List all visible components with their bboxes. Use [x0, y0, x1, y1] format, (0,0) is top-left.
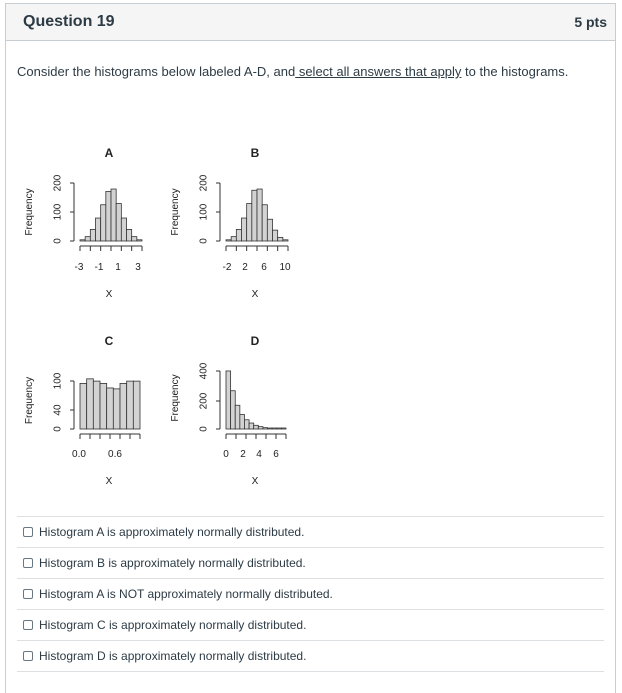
x-axis-label: X — [105, 476, 113, 487]
answer-label[interactable]: Histogram A is approximately normally distributed. — [39, 525, 305, 539]
histogram-figure — [14, 135, 304, 505]
answer-option[interactable] — [17, 609, 604, 640]
answer-option[interactable] — [17, 578, 604, 609]
histogram-bar — [120, 383, 127, 429]
histogram-bar — [231, 391, 236, 429]
x-tick-label: 2 — [240, 449, 246, 460]
y-tick-label: 0 — [198, 238, 210, 244]
x-tick-label: -1 — [94, 262, 104, 273]
histogram-bar — [111, 189, 116, 241]
x-tick-label: -2 — [222, 262, 232, 273]
y-axis-label: Frequency — [170, 374, 181, 422]
histogram-bar — [113, 389, 120, 429]
answer-option[interactable] — [17, 640, 604, 671]
x-tick-label: 6 — [261, 262, 267, 273]
prompt-suffix: to the histograms. — [461, 64, 569, 79]
answer-label[interactable]: Histogram C is approximately normally distributed. — [39, 618, 307, 632]
histogram-bar — [121, 218, 126, 241]
answer-checkbox[interactable] — [23, 651, 33, 661]
histogram-bar — [281, 428, 286, 429]
x-tick-label: 0 — [223, 449, 229, 460]
histogram-bar — [100, 383, 107, 429]
answer-checkbox[interactable] — [23, 527, 33, 537]
answer-label[interactable]: Histogram A is NOT approximately normally distributed. — [39, 587, 333, 601]
histogram-title: B — [250, 146, 260, 160]
x-tick-label: 6 — [273, 449, 279, 460]
x-tick-label: 10 — [279, 262, 291, 273]
question-points: 5 pts — [574, 14, 607, 30]
x-axis-label: X — [105, 289, 113, 300]
histogram-bar — [87, 379, 94, 429]
histogram-bar — [254, 425, 259, 429]
histogram-bar — [257, 189, 262, 241]
histogram-title: C — [104, 334, 114, 348]
histogram-bar — [133, 381, 140, 429]
y-tick-label: 400 — [198, 362, 210, 380]
histogram-bar — [283, 240, 288, 241]
histogram-bar — [236, 229, 241, 241]
histogram-bar — [268, 428, 273, 429]
histogram-bar — [235, 405, 240, 429]
histogram-bar — [278, 237, 283, 241]
question-header — [6, 4, 615, 41]
histogram-bar — [101, 205, 106, 241]
prompt-prefix: Consider the histograms below labeled A-D, and — [17, 64, 296, 79]
x-tick-label: -3 — [74, 262, 84, 273]
answer-checkbox[interactable] — [23, 620, 33, 630]
answer-option[interactable] — [17, 547, 604, 578]
histogram-bar — [132, 237, 137, 241]
histogram-bar — [226, 240, 231, 241]
y-tick-label: 100 — [198, 203, 210, 221]
answer-option[interactable] — [17, 516, 604, 547]
histogram-title: D — [250, 334, 260, 348]
answer-list — [17, 516, 604, 672]
histogram-title: A — [104, 146, 114, 160]
y-tick-label: 0 — [52, 238, 64, 244]
answer-label[interactable]: Histogram B is approximately normally distributed. — [39, 556, 306, 570]
histogram-bar — [258, 427, 263, 429]
histogram-bar — [106, 191, 111, 241]
y-tick-label: 100 — [52, 372, 64, 390]
histogram-bar — [96, 218, 101, 241]
histogram-bar — [127, 381, 134, 429]
answer-list-end — [17, 671, 604, 672]
histogram-bar — [252, 190, 257, 241]
histogram-bar — [242, 218, 247, 241]
histogram-bar — [107, 388, 114, 429]
histogram-bar — [240, 414, 245, 429]
x-tick-label: 2 — [242, 262, 248, 273]
y-tick-label: 0 — [198, 426, 210, 432]
x-tick-label: 0.0 — [72, 449, 86, 460]
y-tick-label: 200 — [52, 174, 64, 192]
y-tick-label: 100 — [52, 203, 64, 221]
question-prompt — [17, 64, 568, 79]
histogram-bar — [93, 381, 100, 429]
prompt-emphasis: select all answers that apply — [295, 64, 462, 79]
histogram-bar — [80, 240, 85, 241]
y-axis-label: Frequency — [24, 188, 35, 236]
x-tick-label: 0.6 — [108, 449, 122, 460]
x-tick-label: 1 — [115, 262, 121, 273]
answer-checkbox[interactable] — [23, 589, 33, 599]
histogram-bar — [80, 383, 87, 429]
histogram-bar — [272, 428, 277, 429]
histogram-bar — [273, 230, 278, 241]
y-tick-label: 0 — [52, 426, 64, 432]
histogram-bar — [85, 237, 90, 241]
histogram-bar — [244, 420, 249, 429]
histogram-bar — [247, 204, 252, 241]
x-axis-label: X — [251, 476, 259, 487]
histogram-bar — [90, 229, 95, 241]
histogram-bar — [137, 240, 142, 241]
y-tick-label: 40 — [52, 404, 64, 416]
histogram-bar — [231, 237, 236, 241]
answer-label[interactable]: Histogram D is approximately normally distributed. — [39, 649, 307, 663]
histogram-bar — [263, 428, 268, 429]
histogram-bar — [116, 204, 121, 241]
x-tick-label: 4 — [256, 449, 262, 460]
y-tick-label: 200 — [198, 392, 210, 410]
answer-checkbox[interactable] — [23, 558, 33, 568]
histogram-bar — [262, 205, 267, 241]
histogram-bar — [277, 428, 282, 429]
histogram-bar — [127, 229, 132, 241]
x-axis-label: X — [251, 289, 259, 300]
histogram-bar — [249, 423, 254, 429]
y-tick-label: 200 — [198, 174, 210, 192]
x-tick-label: 3 — [135, 262, 141, 273]
question-title: Question 19 — [23, 13, 115, 30]
y-axis-label: Frequency — [24, 376, 35, 425]
y-axis-label: Frequency — [170, 188, 181, 236]
histogram-bar — [267, 219, 272, 241]
histogram-bar — [226, 371, 231, 429]
